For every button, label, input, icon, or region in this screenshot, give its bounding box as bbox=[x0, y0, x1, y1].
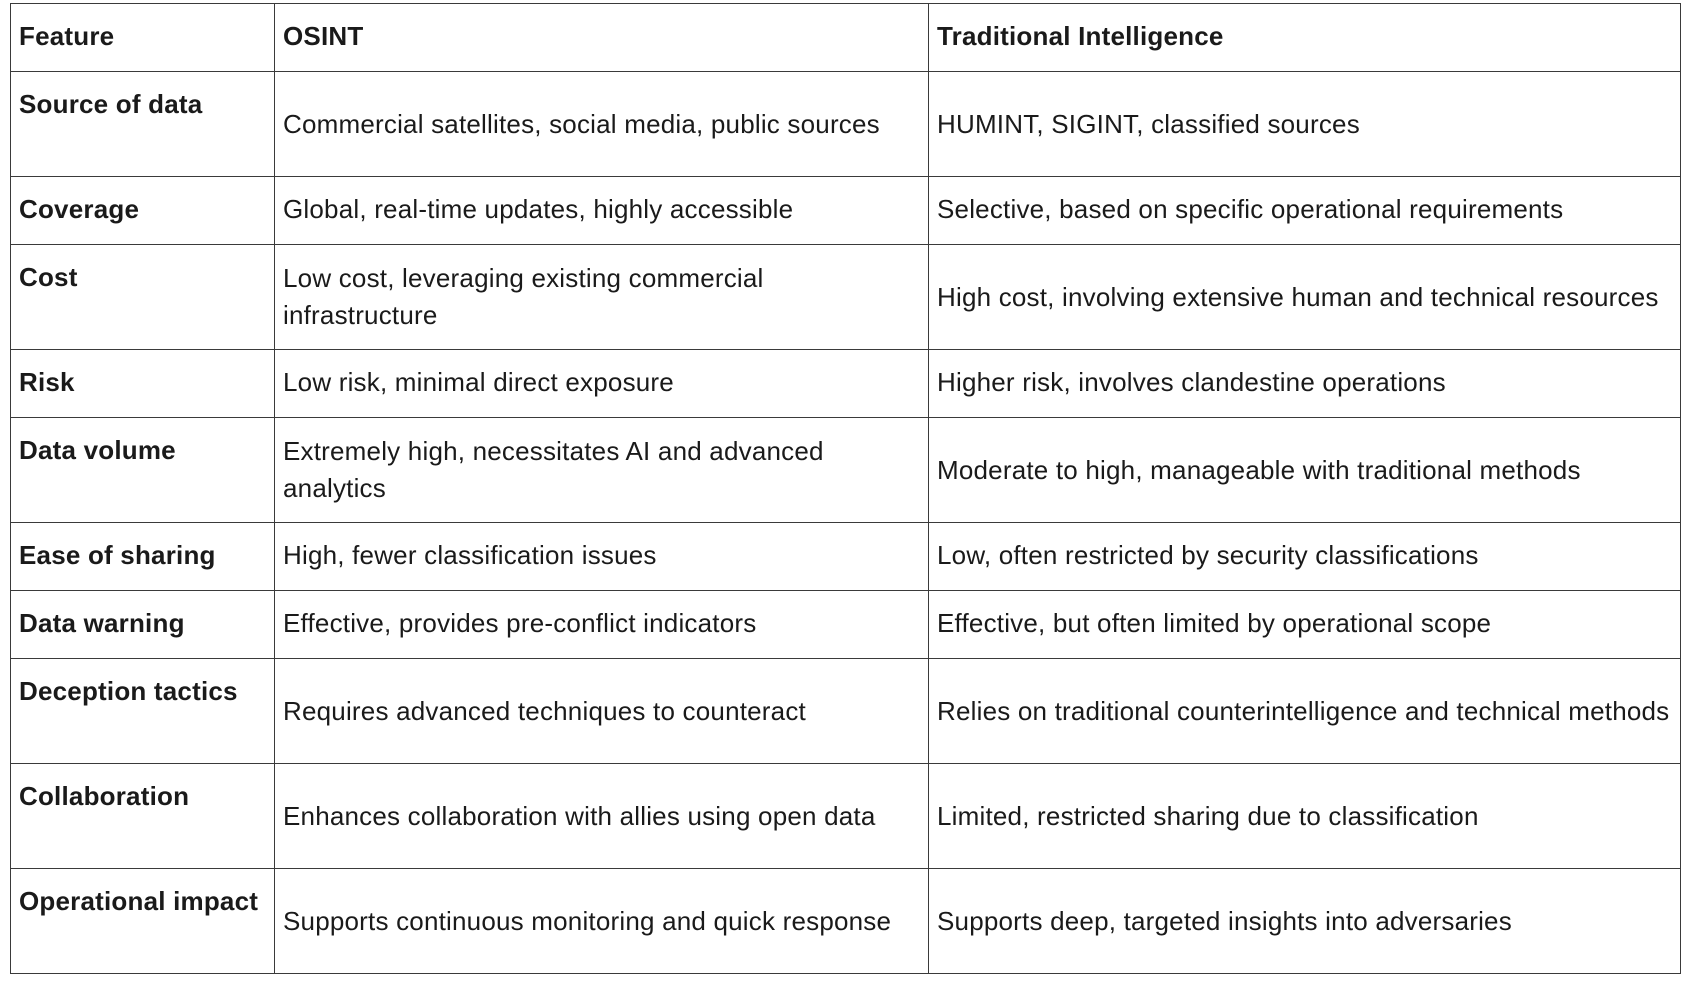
row-osint: Global, real-time updates, highly accessible bbox=[275, 177, 929, 245]
osint-vs-traditional-table bbox=[10, 3, 1681, 974]
row-osint: Low cost, leveraging existing commercial infrastructure bbox=[275, 245, 929, 350]
row-traditional: HUMINT, SIGINT, classified sources bbox=[929, 72, 1681, 177]
row-feature: Ease of sharing bbox=[11, 523, 275, 591]
table-row bbox=[11, 591, 1681, 659]
row-traditional: Moderate to high, manageable with traditional methods bbox=[929, 418, 1681, 523]
row-traditional: Relies on traditional counterintelligence and technical methods bbox=[929, 659, 1681, 764]
row-traditional: Effective, but often limited by operational scope bbox=[929, 591, 1681, 659]
table-row bbox=[11, 245, 1681, 350]
row-traditional: Low, often restricted by security classifications bbox=[929, 523, 1681, 591]
header-osint: OSINT bbox=[275, 4, 929, 72]
row-osint: Enhances collaboration with allies using open data bbox=[275, 764, 929, 869]
table-row bbox=[11, 177, 1681, 245]
table-row bbox=[11, 764, 1681, 869]
row-osint: Effective, provides pre-conflict indicators bbox=[275, 591, 929, 659]
row-osint: High, fewer classification issues bbox=[275, 523, 929, 591]
row-feature: Coverage bbox=[11, 177, 275, 245]
row-feature: Risk bbox=[11, 350, 275, 418]
row-feature: Data warning bbox=[11, 591, 275, 659]
table-row bbox=[11, 523, 1681, 591]
table-row bbox=[11, 350, 1681, 418]
row-feature: Cost bbox=[11, 245, 275, 350]
header-feature: Feature bbox=[11, 4, 275, 72]
table-row bbox=[11, 869, 1681, 974]
row-feature: Collaboration bbox=[11, 764, 275, 869]
row-traditional: High cost, involving extensive human and technical resources bbox=[929, 245, 1681, 350]
row-feature: Deception tactics bbox=[11, 659, 275, 764]
row-traditional: Limited, restricted sharing due to classification bbox=[929, 764, 1681, 869]
row-feature: Data volume bbox=[11, 418, 275, 523]
header-traditional: Traditional Intelligence bbox=[929, 4, 1681, 72]
row-osint: Requires advanced techniques to counteract bbox=[275, 659, 929, 764]
table-row bbox=[11, 418, 1681, 523]
row-feature: Operational impact bbox=[11, 869, 275, 974]
row-feature: Source of data bbox=[11, 72, 275, 177]
row-traditional: Supports deep, targeted insights into adversaries bbox=[929, 869, 1681, 974]
row-osint: Extremely high, necessitates AI and advanced analytics bbox=[275, 418, 929, 523]
comparison-table-container bbox=[10, 3, 1680, 974]
table-row bbox=[11, 659, 1681, 764]
row-osint: Supports continuous monitoring and quick response bbox=[275, 869, 929, 974]
row-traditional: Selective, based on specific operational requirements bbox=[929, 177, 1681, 245]
table-row bbox=[11, 72, 1681, 177]
table-header-row bbox=[11, 4, 1681, 72]
row-traditional: Higher risk, involves clandestine operations bbox=[929, 350, 1681, 418]
row-osint: Low risk, minimal direct exposure bbox=[275, 350, 929, 418]
row-osint: Commercial satellites, social media, public sources bbox=[275, 72, 929, 177]
